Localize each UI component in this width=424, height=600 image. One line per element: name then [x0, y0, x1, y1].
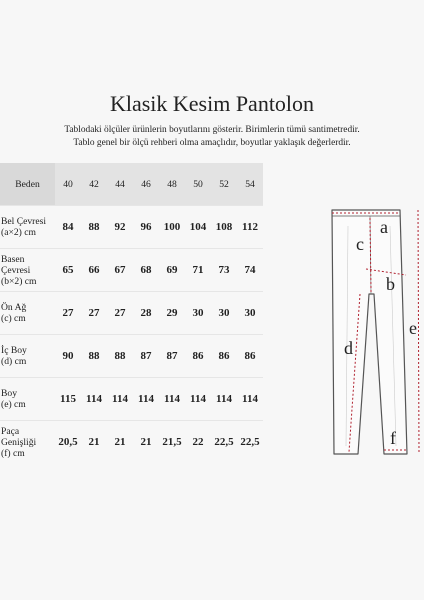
trouser-outline — [332, 210, 407, 454]
table-cell: 30 — [237, 292, 263, 335]
size-table — [0, 163, 263, 463]
table-cell: 27 — [81, 292, 107, 335]
row-label: Basen Çevresi (b×2) cm — [0, 249, 55, 292]
label-d: d — [344, 338, 353, 358]
table-cell: 30 — [185, 292, 211, 335]
table-cell: 84 — [55, 206, 81, 249]
table-cell: 86 — [211, 335, 237, 378]
table-row — [0, 421, 263, 464]
table-cell: 114 — [211, 378, 237, 421]
table-cell: 27 — [55, 292, 81, 335]
table-cell: 112 — [237, 206, 263, 249]
table-cell: 22,5 — [237, 421, 263, 464]
table-cell: 114 — [185, 378, 211, 421]
label-a: a — [380, 217, 388, 237]
table-cell: 86 — [237, 335, 263, 378]
table-cell: 96 — [133, 206, 159, 249]
row-label: Ön Ağ (c) cm — [0, 292, 55, 335]
table-cell: 21 — [81, 421, 107, 464]
subtitle-line-2: Tablo genel bir ölçü rehberi olma amaçlıdır, boyutlar yaklaşık değerlerdir. — [73, 138, 351, 148]
table-cell: 65 — [55, 249, 81, 292]
table-row — [0, 206, 263, 249]
label-b: b — [386, 274, 395, 294]
table-cell: 73 — [211, 249, 237, 292]
table-cell: 88 — [81, 206, 107, 249]
table-cell: 67 — [107, 249, 133, 292]
size-header-cell: 48 — [159, 163, 185, 206]
table-cell: 71 — [185, 249, 211, 292]
table-cell: 114 — [81, 378, 107, 421]
table-cell: 100 — [159, 206, 185, 249]
table-cell: 108 — [211, 206, 237, 249]
table-cell: 69 — [159, 249, 185, 292]
label-f: f — [390, 428, 396, 448]
table-cell: 21 — [133, 421, 159, 464]
size-header-cell: 42 — [81, 163, 107, 206]
trouser-measurement-diagram — [320, 196, 424, 462]
table-cell: 115 — [55, 378, 81, 421]
table-cell: 28 — [133, 292, 159, 335]
size-header-cell: 46 — [133, 163, 159, 206]
size-header-cell: 40 — [55, 163, 81, 206]
table-cell: 21 — [107, 421, 133, 464]
table-cell: 29 — [159, 292, 185, 335]
table-cell: 90 — [55, 335, 81, 378]
table-cell: 74 — [237, 249, 263, 292]
table-cell: 88 — [81, 335, 107, 378]
table-cell: 87 — [133, 335, 159, 378]
table-cell: 114 — [133, 378, 159, 421]
table-cell: 88 — [107, 335, 133, 378]
table-cell: 30 — [211, 292, 237, 335]
size-header-cell: 44 — [107, 163, 133, 206]
table-cell: 20,5 — [55, 421, 81, 464]
subtitle-line-1: Tablodaki ölçüler ürünlerin boyutlarını gösterir. Birimlerin tümü santimetredir. — [64, 125, 360, 135]
table-row — [0, 292, 263, 335]
table-cell: 92 — [107, 206, 133, 249]
table-cell: 68 — [133, 249, 159, 292]
row-label: İç Boy (d) cm — [0, 335, 55, 378]
row-label: Bel Çevresi (a×2) cm — [0, 206, 55, 249]
table-cell: 22 — [185, 421, 211, 464]
measure-e-line — [418, 210, 419, 454]
label-c: c — [356, 234, 364, 254]
table-cell: 104 — [185, 206, 211, 249]
table-cell: 114 — [237, 378, 263, 421]
table-cell: 86 — [185, 335, 211, 378]
table-cell: 21,5 — [159, 421, 185, 464]
table-cell: 114 — [107, 378, 133, 421]
size-header-cell: 50 — [185, 163, 211, 206]
table-row — [0, 335, 263, 378]
table-cell: 22,5 — [211, 421, 237, 464]
table-cell: 87 — [159, 335, 185, 378]
table-row — [0, 378, 263, 421]
size-header-cell: 52 — [211, 163, 237, 206]
table-row — [0, 249, 263, 292]
page-title: Klasik Kesim Pantolon — [109, 91, 315, 116]
table-cell: 114 — [159, 378, 185, 421]
table-cell: 27 — [107, 292, 133, 335]
table-cell: 66 — [81, 249, 107, 292]
label-e: e — [409, 318, 417, 338]
row-label: Boy (e) cm — [0, 378, 55, 421]
size-header-row — [0, 163, 263, 206]
row-label: Paça Genişliği (f) cm — [0, 421, 55, 464]
size-header-label: Beden — [0, 163, 55, 206]
size-header-cell: 54 — [237, 163, 263, 206]
